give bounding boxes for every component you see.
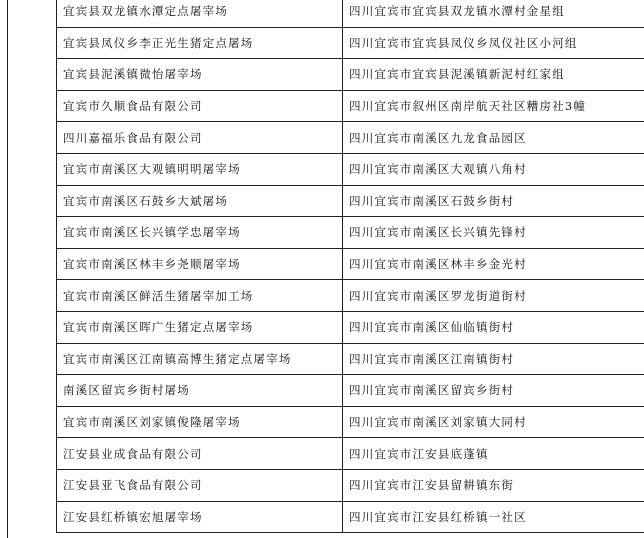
facility-address-cell: 四川宜宾市宜宾县双龙镇水潭村金星组 (343, 0, 644, 27)
facility-address-cell: 四川宜宾市南溪区石鼓乡街村 (343, 185, 644, 217)
facility-name-cell: 宜宾市南溪区长兴镇学忠屠宰场 (57, 217, 343, 249)
facility-address-cell: 四川宜宾市江安县红桥镇一社区 (343, 501, 644, 533)
facility-name-cell: 宜宾县凤仪乡李正光生猪定点屠场 (57, 27, 343, 59)
facility-name-cell: 宜宾市南溪区大观镇明明屠宰场 (57, 153, 343, 185)
facility-name-cell: 江安县红桥镇宏旭屠宰场 (57, 501, 343, 533)
facility-name-cell: 南溪区留宾乡街村屠场 (57, 375, 343, 407)
table-row (57, 27, 644, 59)
page-margin-rule (7, 0, 8, 538)
facility-address-cell: 四川宜宾市南溪区大观镇八角村 (343, 153, 644, 185)
table-row (57, 406, 644, 438)
facility-address-cell: 四川宜宾市南溪区江南镇街村 (343, 343, 644, 375)
facility-name-cell: 宜宾市南溪区林丰乡尧顺屠宰场 (57, 248, 343, 280)
facility-address-cell: 四川宜宾市南溪区刘家镇大同村 (343, 406, 644, 438)
facility-address-cell: 四川宜宾市南溪区长兴镇先锋村 (343, 217, 644, 249)
facility-name-cell: 宜宾县双龙镇水潭定点屠宰场 (57, 0, 343, 27)
facility-address-cell: 四川宜宾市宜宾县泥溪镇新泥村红家组 (343, 59, 644, 91)
facility-name-cell: 四川嘉福乐食品有限公司 (57, 122, 343, 154)
facility-name-cell: 宜宾市南溪区江南镇高博生猪定点屠宰场 (57, 343, 343, 375)
slaughterhouse-table (56, 0, 644, 533)
facility-name-cell: 宜宾县泥溪镇微怡屠宰场 (57, 59, 343, 91)
facility-address-cell: 四川宜宾市江安县底蓬镇 (343, 438, 644, 470)
table-row (57, 217, 644, 249)
facility-address-cell: 四川宜宾市南溪区仙临镇街村 (343, 311, 644, 343)
table-row (57, 90, 644, 122)
facility-address-cell: 四川宜宾市南溪区林丰乡金光村 (343, 248, 644, 280)
facility-name-cell: 江安县亚飞食品有限公司 (57, 469, 343, 501)
table-row (57, 343, 644, 375)
facility-address-cell: 四川宜宾市南溪区九龙食品园区 (343, 122, 644, 154)
facility-name-cell: 宜宾市南溪区石鼓乡大斌屠场 (57, 185, 343, 217)
table-row (57, 438, 644, 470)
facility-address-cell: 四川宜宾市宜宾县凤仪乡凤仪社区小河组 (343, 27, 644, 59)
table-body (57, 0, 644, 533)
table-row (57, 248, 644, 280)
table-row (57, 280, 644, 312)
table-row (57, 469, 644, 501)
table-row (57, 185, 644, 217)
facility-address-cell: 四川宜宾市南溪区留宾乡街村 (343, 375, 644, 407)
facility-address-cell: 四川宜宾市叙州区南岸航天社区糟房社3幢 (343, 90, 644, 122)
table-row (57, 375, 644, 407)
table-row (57, 501, 644, 533)
facility-name-cell: 宜宾市南溪区鲜活生猪屠宰加工场 (57, 280, 343, 312)
facility-name-cell: 宜宾市南溪区晖广生猪定点屠宰场 (57, 311, 343, 343)
facility-name-cell: 宜宾市久顺食品有限公司 (57, 90, 343, 122)
table-row (57, 59, 644, 91)
facility-address-cell: 四川宜宾市南溪区罗龙街道街村 (343, 280, 644, 312)
table-row (57, 153, 644, 185)
facility-name-cell: 江安县业成食品有限公司 (57, 438, 343, 470)
facility-address-cell: 四川宜宾市江安县留耕镇东街 (343, 469, 644, 501)
table-row (57, 0, 644, 27)
table-row (57, 311, 644, 343)
table-row (57, 122, 644, 154)
facility-name-cell: 宜宾市南溪区刘家镇俊隆屠宰场 (57, 406, 343, 438)
